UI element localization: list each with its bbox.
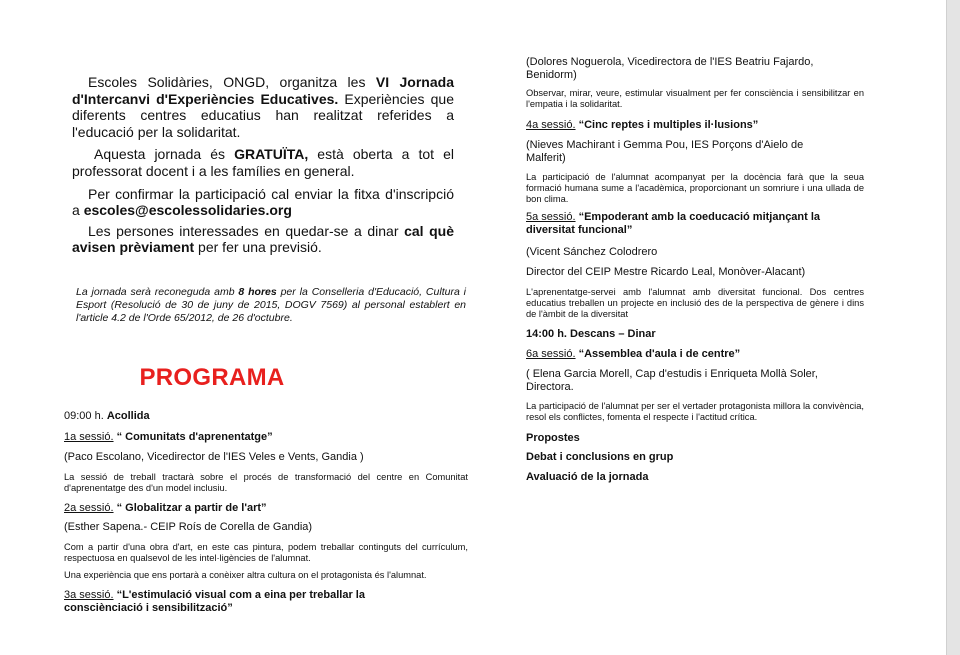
intro-paragraph-organizer: Escoles Solidàries, ONGD, organitza les VI Jornada d'Intercanvi d'Experiències Educatives. Experiències que diferents centres educatius han realitzat referides a l'educació per la solidaritat. (72, 74, 454, 140)
session-4-heading: 4a sessió. “Cinc reptes i multiples il·lusions” (526, 119, 759, 131)
session-3-speaker: (Dolores Noguerola, Vicedirectora de l'IES Beatriu Fajardo, Benidorm) (526, 56, 814, 81)
session-5-description: L'aprenentatge-servei amb l'alumnat amb diversitat funcional. Dos centres educatius treballen un projecte en inclusió des de la perspectiva de gènere i dins de l'àmbit de la diversitat (526, 287, 864, 319)
session-2-speaker: (Esther Sapena.- CEIP Roís de Corella de Gandia) (64, 521, 313, 533)
intro-paragraph-lunch: Les persones interessades en quedar-se a dinar cal què avisen prèviament per fer una previsió. (72, 222, 454, 256)
session-1-speaker: (Paco Escolano, Vicedirector de l'IES Veles e Vents, Gandia ) (64, 451, 364, 463)
session-4-speaker: (Nieves Machirant i Gemma Pou, IES Porçons d'Aielo de Malferit) (526, 139, 804, 164)
session-2-description: Com a partir d'una obra d'art, en este cas pintura, podem treballar continguts del currículum, respectuosa en qualsevol de les intel·ligències de l'alumnat. (64, 542, 468, 563)
lunch-break: 14:00 h. Descans – Dinar (526, 328, 656, 340)
contact-email: escoles@escolessolidaries.org (83, 202, 292, 219)
window-edge (946, 0, 960, 655)
debat-item: Debat i conclusions en grup (526, 451, 674, 463)
session-3-heading: 3a sessió. “L'estimulació visual com a eina per treballar la consciènciació i sensibilització” (64, 589, 365, 614)
session-5-speaker-2: Director del CEIP Mestre Ricardo Leal, Monòver-Alacant) (526, 266, 806, 278)
programa-title: PROGRAMA (139, 364, 285, 391)
session-6-heading: 6a sessió. “Assemblea d'aula i de centre” (526, 348, 741, 360)
intro-paragraph-confirm: Per confirmar la participació cal enviar la fitxa d'inscripció a escoles@escolessolidaries.org (72, 185, 454, 219)
session-1-heading: 1a sessió. “ Comunitats d'aprenentatge” (64, 431, 273, 443)
session-6-speaker: ( Elena Garcia Morell, Cap d'estudis i Enriqueta Mollà Soler, Directora. (526, 368, 818, 393)
session-2-heading: 2a sessió. “ Globalitzar a partir de l'art” (64, 502, 267, 514)
session-2-description-2: Una experiència que ens portarà a conèixer altra cultura on el protagonista és l'alumnat. (64, 570, 427, 580)
session-1-description: La sessió de treball tractarà sobre el procés de transformació del centre en Comunitat d'aprenentatge des d'un model inclusiu. (64, 472, 468, 493)
session-4-description: La participació de l'alumnat acompanyat per la docència farà que la seua formació humana sume a l'acadèmica, proporcionant un somriure i una ullada de bon clima. (526, 172, 864, 204)
intro-text (72, 74, 454, 262)
acollida-line: 09:00 h. Acollida (64, 410, 150, 422)
session-6-description: La participació de l'alumnat per ser el vertader protagonista millora la convivència, resol els conflictes, fomenta el respecte i l'actitud crítica. (526, 401, 864, 422)
session-5-heading: 5a sessió. “Empoderant amb la coeducació mitjançant la diversitat funcional” (526, 211, 821, 236)
session-3-description: Observar, mirar, veure, estimular visualment per fer consciència i sensibilitzar en l'empatia i la solidaritat. (526, 88, 864, 109)
avaluacio-item: Avaluació de la jornada (526, 471, 649, 483)
intro-paragraph-free: Aquesta jornada és GRATUÏTA, està oberta a tot el professorat docent i a les famílies en general. (72, 146, 455, 179)
recognition-note: La jornada serà reconeguda amb 8 hores per la Conselleria d'Educació, Cultura i Esport (Resolució de 30 de juny de 2015, DOGV 7569) al personal establert en l'article 4.2 de l'Orde 65/2012, de 26 d'octubre. (76, 286, 466, 324)
propostes-item: Propostes (526, 432, 580, 444)
session-5-speaker: (Vicent Sánchez Colodrero (526, 246, 658, 258)
